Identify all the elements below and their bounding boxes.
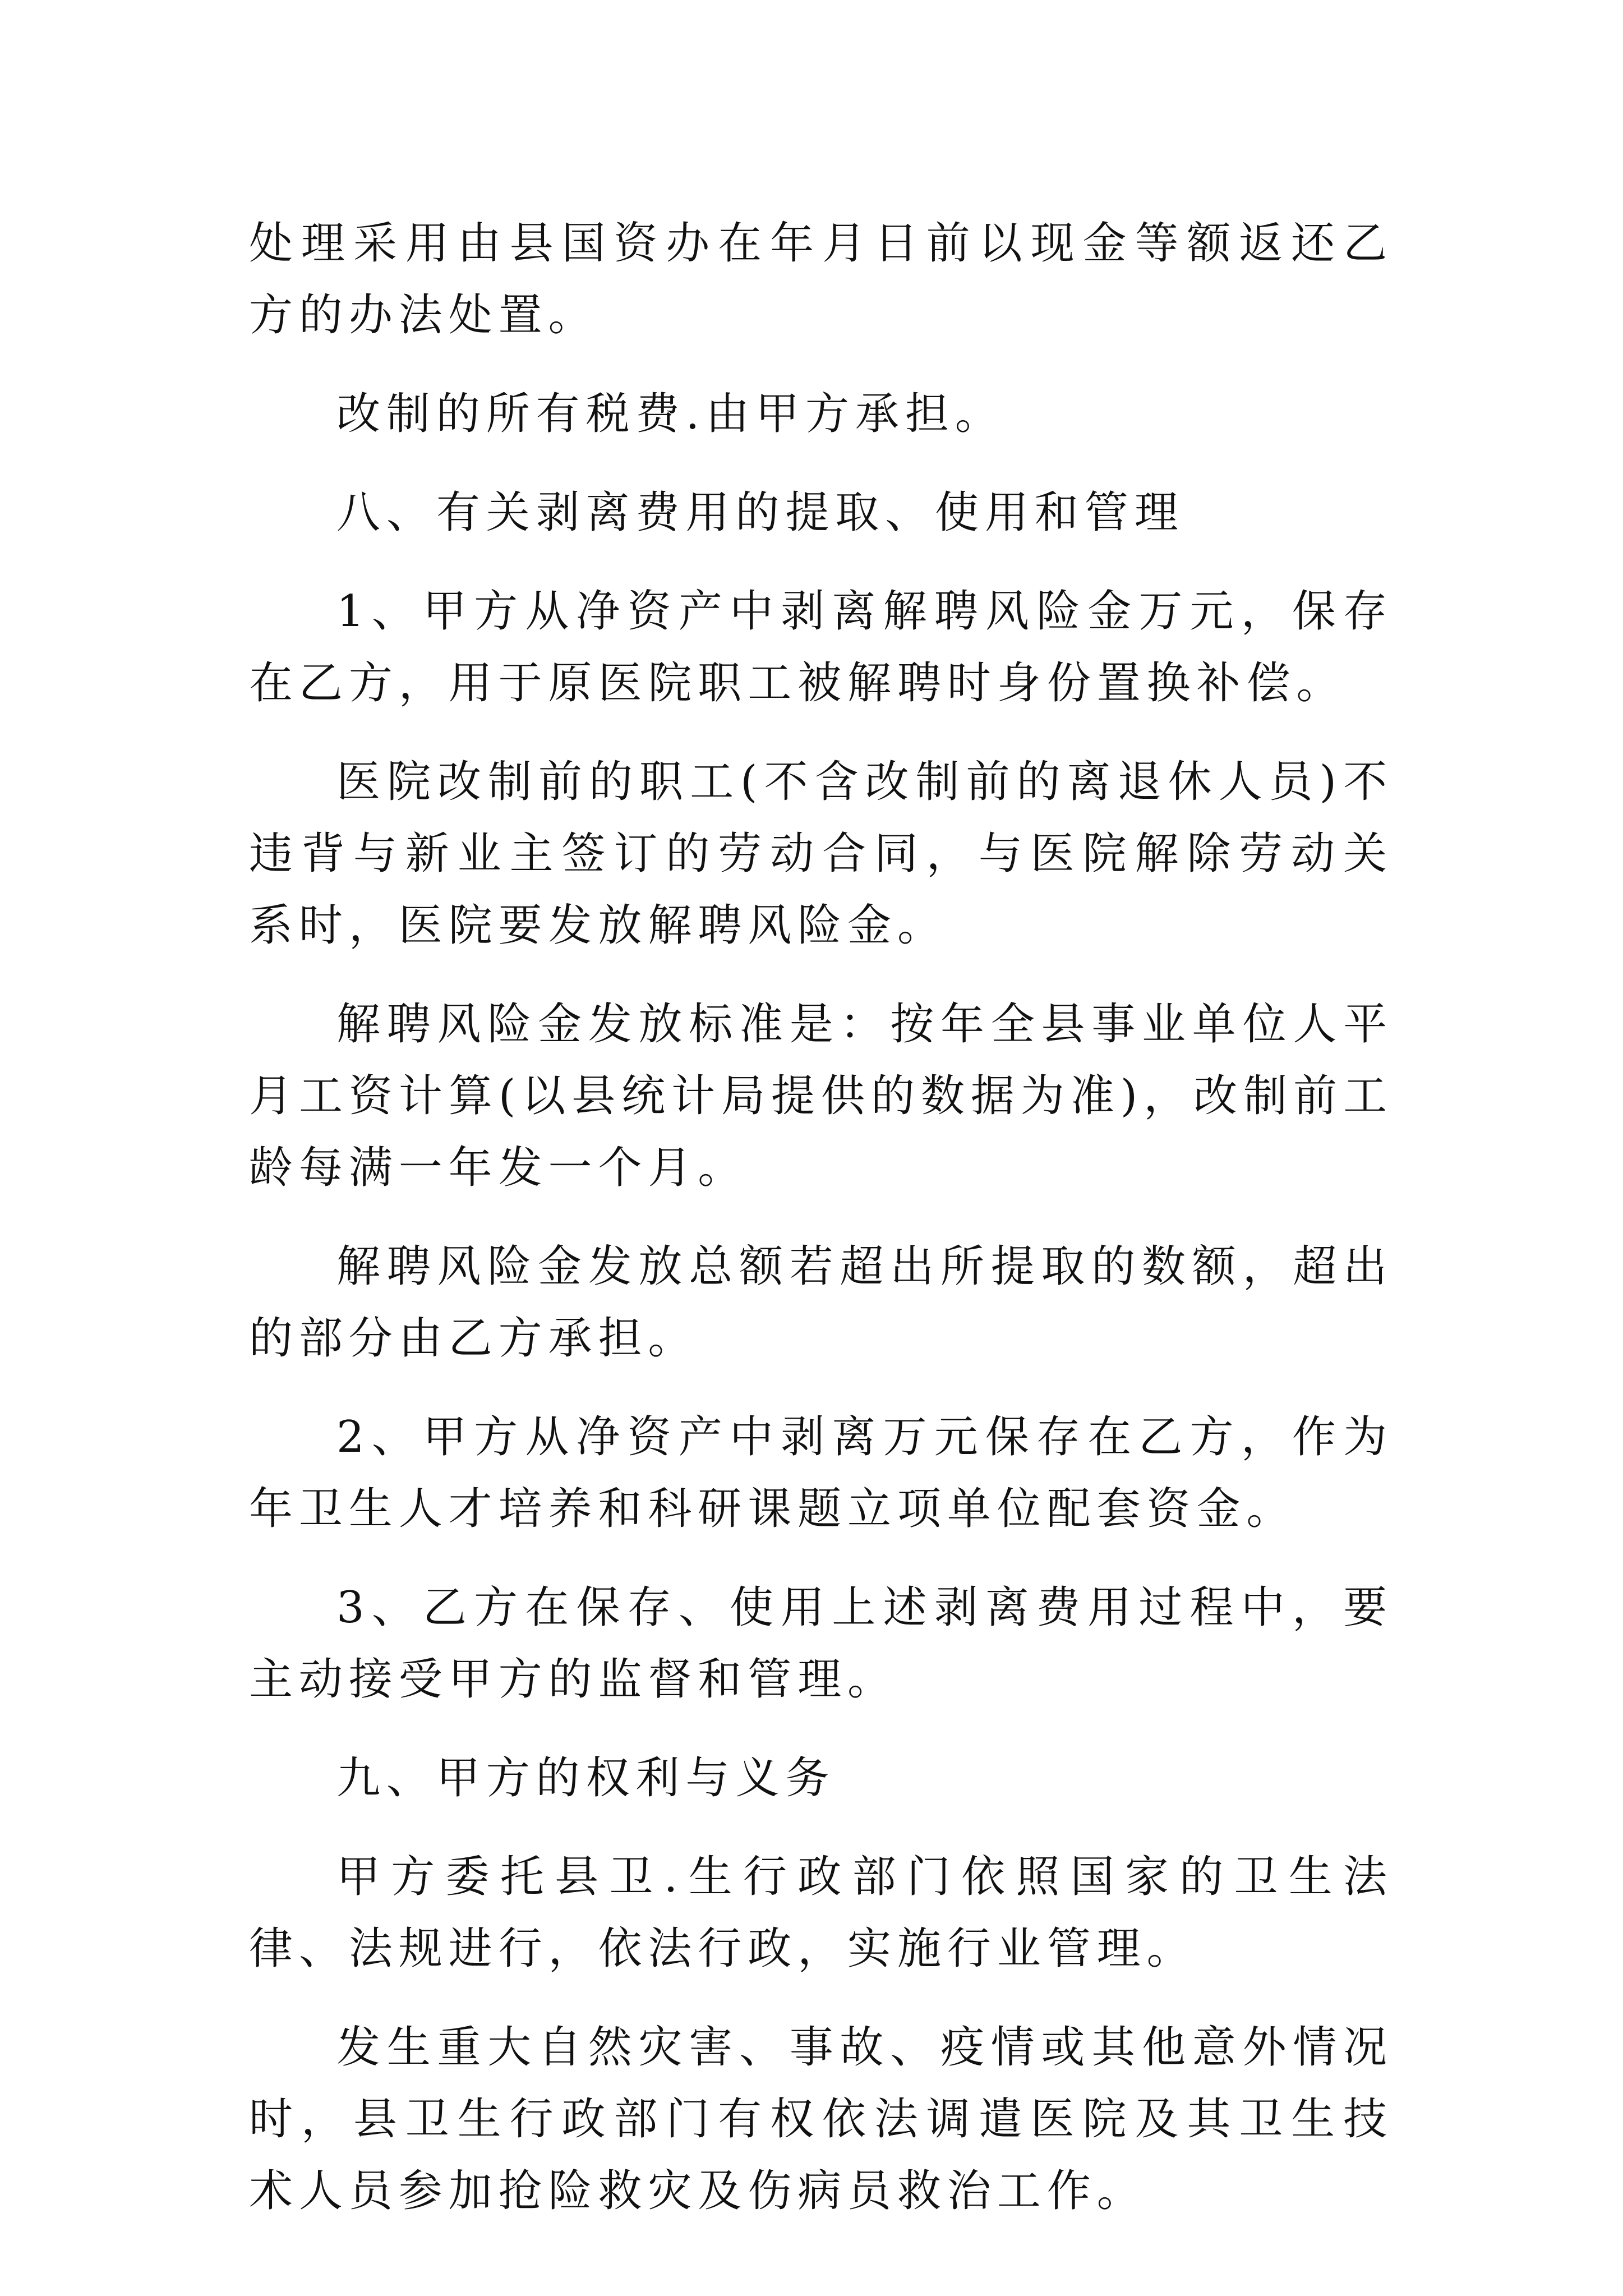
paragraph-risk-fund-standard: 解聘风险金发放标准是：按年全县事业单位人平月工资计算(以县统计局提供的数据为准)，改制前工龄每满一年发一个月。 (249, 999, 1393, 1193)
paragraph-item-3: 3、乙方在保存、使用上述剥离费用过程中，要主动接受甲方的监督和管理。 (249, 1582, 1393, 1705)
paragraph-emergency-dispatch: 发生重大自然灾害、事故、疫情或其他意外情况时，县卫生行政部门有权依法调遣医院及其卫生技术人员参加抢险救灾及伤病员救治工作。 (249, 2022, 1393, 2216)
paragraph-item-1: 1、甲方从净资产中剥离解聘风险金万元，保存在乙方，用于原医院职工被解聘时身份置换补偿。 (249, 586, 1393, 708)
section-heading-eight: 八、有关剥离费用的提取、使用和管理 (336, 487, 1184, 538)
paragraph-health-administration: 甲方委托县卫.生行政部门依照国家的卫生法律、法规进行，依法行政，实施行业管理。 (249, 1852, 1393, 1974)
document-body (249, 208, 1393, 2254)
paragraph-item-2: 2、甲方从净资产中剥离万元保存在乙方，作为年卫生人才培养和科研课题立项单位配套资金。 (249, 1412, 1393, 1534)
section-heading-nine: 九、甲方的权利与义务 (336, 1753, 836, 1803)
paragraph-tax-fees: 改制的所有税费.由甲方承担。 (336, 389, 1005, 439)
paragraph-continuation: 处理采用由县国资办在年月日前以现金等额返还乙方的办法处置。 (249, 218, 1393, 341)
paragraph-risk-fund-excess: 解聘风险金发放总额若超出所提取的数额，超出的部分由乙方承担。 (249, 1241, 1393, 1364)
paragraph-staff-dismissal: 医院改制前的职工(不含改制前的离退休人员)不违背与新业主签订的劳动合同，与医院解除劳动关系时，医院要发放解聘风险金。 (249, 757, 1393, 951)
